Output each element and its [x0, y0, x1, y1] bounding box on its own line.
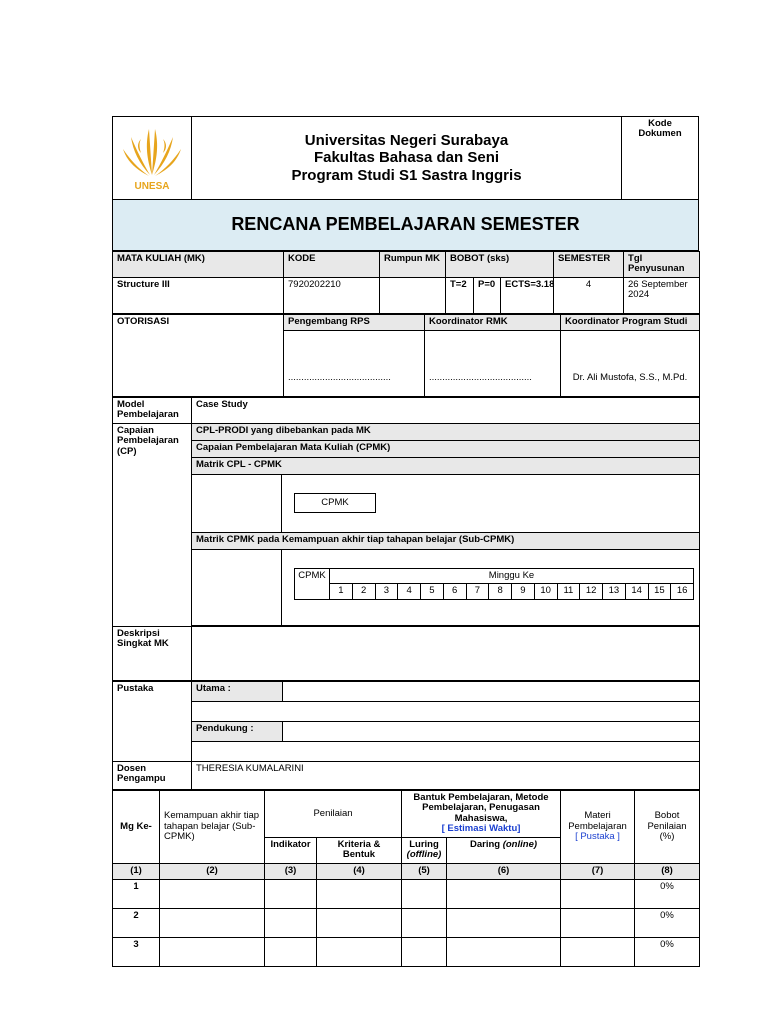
- koordinator-rmk-signature: .......................................: [425, 330, 561, 396]
- week-number-cell: 1: [330, 584, 353, 599]
- plan-row-cell: [317, 879, 402, 908]
- plan-row-cell: [561, 879, 635, 908]
- rumpun-header: Rumpun MK: [380, 252, 446, 278]
- week-number-cell: 10: [534, 584, 557, 599]
- semester-header: SEMESTER: [554, 252, 624, 278]
- week-number-cell: 8: [489, 584, 512, 599]
- materi-text: Materi Pembelajaran: [568, 810, 627, 832]
- course-date: 26 September 2024: [624, 277, 700, 313]
- week-numbers-row: [295, 584, 694, 599]
- column-number: (8): [635, 863, 700, 879]
- week-number-cell: 13: [603, 584, 626, 599]
- deskripsi-value: [192, 626, 700, 680]
- mk-header: MATA KULIAH (MK): [113, 252, 284, 278]
- plan-row-cell: [402, 937, 447, 966]
- pustaka-pendukung-content: [192, 741, 700, 761]
- materi-header: [561, 790, 635, 863]
- week-number-cell: 3: [375, 584, 398, 599]
- bantuk-header: [402, 790, 561, 837]
- minggu-grid-area: [282, 549, 700, 625]
- model-value: Case Study: [192, 397, 700, 423]
- pustaka-utama-value: [283, 681, 700, 701]
- column-number-row: [113, 863, 700, 879]
- mg-header: Mg Ke-: [113, 790, 160, 863]
- plan-row-cell: [265, 908, 317, 937]
- penilaian-header: Penilaian: [265, 790, 402, 837]
- pustaka-pendukung: Pendukung :: [192, 721, 283, 741]
- bobot-header: Bobot Penilaian (%): [635, 790, 700, 863]
- pustaka-ref-text: [ Pustaka ]: [575, 830, 620, 842]
- week-number-cell: 9: [512, 584, 535, 599]
- luring-header: [402, 837, 447, 863]
- cp-table: [112, 397, 700, 681]
- sks-t: T=2: [446, 277, 474, 313]
- week-number-cell: 5: [421, 584, 444, 599]
- svg-text:UNESA: UNESA: [134, 181, 170, 193]
- cp-label: Capaian Pembelajaran (CP): [113, 423, 192, 626]
- plan-row-cell: [160, 908, 265, 937]
- rps-document: [112, 116, 699, 967]
- plan-row-cell: [402, 879, 447, 908]
- course-code: 7920202210: [284, 277, 380, 313]
- plan-row-cell: [317, 937, 402, 966]
- kriteria-header: Kriteria & Bentuk: [317, 837, 402, 863]
- otorisasi-table: [112, 314, 700, 397]
- dosen-label: Dosen Pengampu: [113, 761, 192, 789]
- cpl-prodi-header: CPL-PRODI yang dibebankan pada MK: [192, 423, 700, 440]
- column-number: (2): [160, 863, 265, 879]
- matrik-sub-cpmk-header: Matrik CPMK pada Kemampuan akhir tiap tahapan belajar (Sub-CPMK): [192, 532, 700, 549]
- course-semester: 4: [554, 277, 624, 313]
- matrik-cpl-area: [282, 474, 700, 532]
- plan-row-bobot: 0%: [635, 937, 700, 966]
- week-number-cell: 12: [580, 584, 603, 599]
- bobot-header: BOBOT (sks): [446, 252, 554, 278]
- column-number: (1): [113, 863, 160, 879]
- pustaka-pendukung-value: [283, 721, 700, 741]
- doc-code-label: Kode Dokumen: [622, 117, 699, 200]
- daring-header: [447, 837, 561, 863]
- koordinator-prodi-header: Koordinator Program Studi: [561, 314, 700, 330]
- grid-cpmk-label: CPMK: [295, 568, 330, 599]
- matrik-cpl-spacer: [192, 474, 282, 532]
- column-number: (7): [561, 863, 635, 879]
- plan-row-cell: [447, 937, 561, 966]
- column-number: (3): [265, 863, 317, 879]
- plan-row-bobot: 0%: [635, 908, 700, 937]
- column-number: (5): [402, 863, 447, 879]
- header-table: [112, 116, 699, 251]
- koordinator-rmk-header: Koordinator RMK: [425, 314, 561, 330]
- pustaka-label: Pustaka: [113, 681, 192, 761]
- matrik-sub-spacer: [192, 549, 282, 625]
- plan-row-week: 2: [113, 908, 160, 937]
- minggu-grid: [294, 568, 694, 600]
- plan-row-cell: [265, 937, 317, 966]
- cpmk-box: CPMK: [294, 493, 376, 513]
- weekly-plan-table: [112, 790, 700, 967]
- plan-row-cell: [447, 879, 561, 908]
- pustaka-utama-content: [192, 701, 700, 721]
- sks-ects: ECTS=3.18: [501, 277, 554, 313]
- plan-row: [113, 937, 700, 966]
- dosen-value: THERESIA KUMALARINI: [192, 761, 700, 789]
- plan-rows: [113, 879, 700, 966]
- plan-row: [113, 908, 700, 937]
- deskripsi-label: Deskripsi Singkat MK: [113, 626, 192, 680]
- faculty-name: Fakultas Bahasa dan Seni: [313, 149, 500, 167]
- indikator-header: Indikator: [265, 837, 317, 863]
- plan-row-cell: [265, 879, 317, 908]
- institution-block: [192, 117, 622, 200]
- plan-row-cell: [561, 908, 635, 937]
- bantuk-text: Bantuk Pembelajaran, Metode Pembelajaran, Penugasan Mahasiswa,: [413, 791, 549, 824]
- estimasi-text: [ Estimasi Waktu]: [441, 823, 521, 835]
- kemampuan-header: Kemampuan akhir tiap tahapan belajar (Sub-CPMK): [160, 790, 265, 863]
- pustaka-utama: Utama :: [192, 681, 283, 701]
- program-name: Program Studi S1 Sastra Inggris: [291, 166, 522, 184]
- offline-text: (offline): [406, 849, 442, 861]
- week-number-cell: 15: [648, 584, 671, 599]
- pustaka-table: [112, 681, 700, 790]
- plan-row-bobot: 0%: [635, 879, 700, 908]
- tgl-header: Tgl Penyusunan: [624, 252, 700, 278]
- week-number-cell: 2: [352, 584, 375, 599]
- grid-minggu-label: Minggu Ke: [330, 568, 694, 583]
- plan-row-cell: [447, 908, 561, 937]
- unesa-logo-icon: [115, 119, 189, 193]
- plan-row-cell: [402, 908, 447, 937]
- column-number: (6): [447, 863, 561, 879]
- plan-row-cell: [317, 908, 402, 937]
- week-number-cell: 16: [671, 584, 694, 599]
- plan-row: [113, 879, 700, 908]
- luring-text: Luring: [409, 838, 439, 850]
- week-number-cell: 4: [398, 584, 421, 599]
- plan-row-week: 1: [113, 879, 160, 908]
- sks-p: P=0: [474, 277, 501, 313]
- course-name: Structure III: [113, 277, 284, 313]
- cpmk-header: Capaian Pembelajaran Mata Kuliah (CPMK): [192, 440, 700, 457]
- pengembang-signature: .......................................: [284, 330, 425, 396]
- plan-row-cell: [160, 937, 265, 966]
- plan-row-cell: [160, 879, 265, 908]
- document-title: RENCANA PEMBELAJARAN SEMESTER: [113, 200, 699, 251]
- course-info-table: [112, 251, 700, 314]
- week-number-cell: 14: [625, 584, 648, 599]
- online-text: (online): [502, 838, 538, 850]
- otorisasi-label: OTORISASI: [113, 314, 284, 396]
- model-label: Model Pembelajaran: [113, 397, 192, 423]
- daring-text: Daring: [469, 838, 501, 850]
- plan-row-week: 3: [113, 937, 160, 966]
- column-number: (4): [317, 863, 402, 879]
- kode-header: KODE: [284, 252, 380, 278]
- pengembang-header: Pengembang RPS: [284, 314, 425, 330]
- plan-row-cell: [561, 937, 635, 966]
- week-number-cell: 7: [466, 584, 489, 599]
- week-number-cell: 11: [557, 584, 580, 599]
- university-name: Universitas Negeri Surabaya: [304, 132, 509, 150]
- matrik-cpl-cpmk-header: Matrik CPL - CPMK: [192, 457, 700, 474]
- kaprodi-name: Dr. Ali Mustofa, S.S., M.Pd.: [561, 330, 700, 396]
- course-rumpun: [380, 277, 446, 313]
- logo-cell: [113, 117, 192, 200]
- week-number-cell: 6: [443, 584, 466, 599]
